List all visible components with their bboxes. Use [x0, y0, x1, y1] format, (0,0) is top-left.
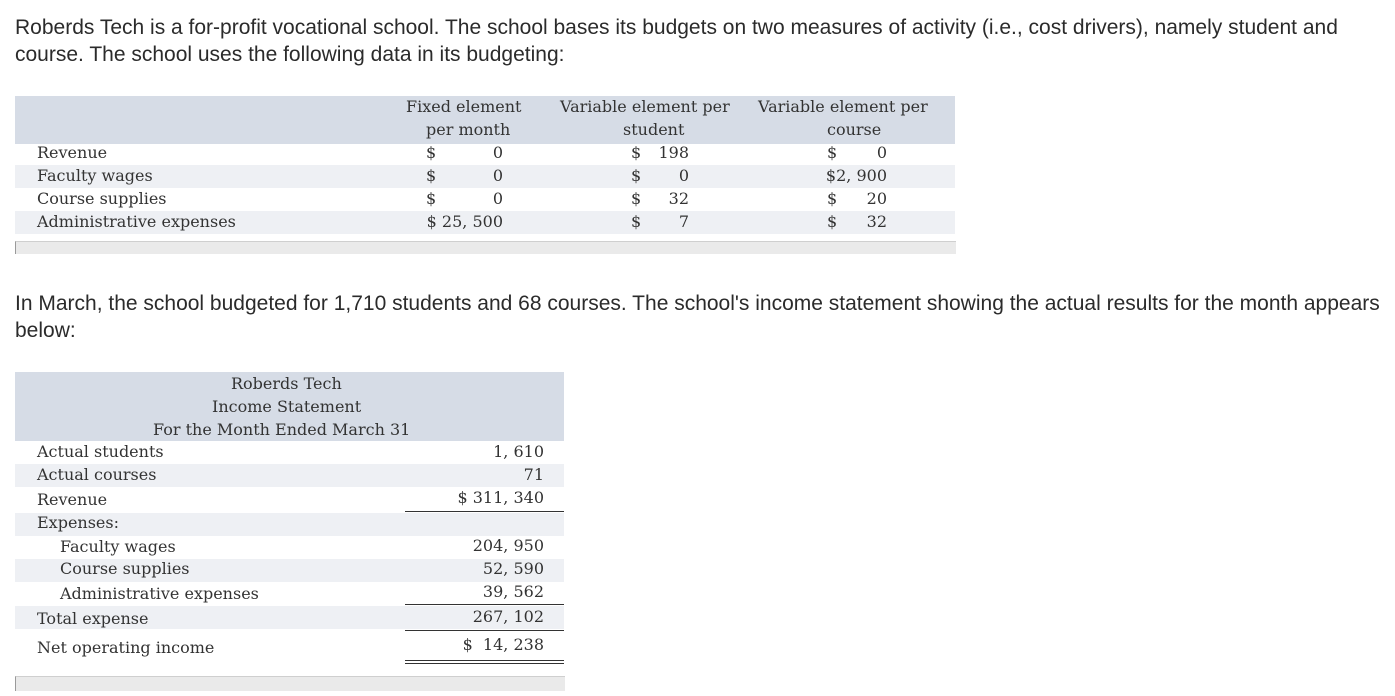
double-underline-top [405, 660, 564, 661]
table-row [15, 513, 564, 536]
underline [405, 630, 564, 631]
fixed-value: 0 [492, 143, 503, 162]
header-fixed-line2: per month [426, 120, 511, 139]
student-currency: $ [631, 189, 642, 208]
course-value: 32 [866, 212, 887, 231]
row-value: 204, 950 [472, 536, 544, 555]
row-value: 39, 562 [482, 582, 544, 601]
row-value: 1, 610 [493, 442, 544, 461]
row-value: 71 [523, 465, 544, 484]
fixed-value: $ 25, 500 [426, 212, 503, 231]
header-course-line2: course [827, 120, 882, 139]
student-value: 198 [658, 143, 689, 162]
underline [405, 604, 564, 605]
student-currency: $ [631, 143, 642, 162]
table-footer-bar [15, 241, 956, 254]
table-footer-bar [15, 676, 565, 691]
header-course-line1: Variable element per [758, 97, 928, 116]
student-currency: $ [631, 212, 642, 231]
header-student-line2: student [623, 120, 685, 139]
fixed-value: 0 [492, 189, 503, 208]
fixed-value: 0 [492, 166, 503, 185]
fixed-currency: $ [426, 143, 437, 162]
row-label: Actual courses [37, 465, 157, 484]
table-row [15, 634, 564, 660]
row-label: Administrative expenses [60, 584, 259, 603]
course-currency: $ [827, 143, 838, 162]
statement-period: For the Month Ended March 31 [153, 420, 411, 439]
row-value: 52, 590 [482, 559, 544, 578]
row-label: Course supplies [60, 559, 190, 578]
row-value: $ 311, 340 [457, 488, 544, 507]
fixed-currency: $ [426, 166, 437, 185]
table-row [15, 188, 955, 211]
row-label: Net operating income [37, 638, 215, 657]
table-row [15, 464, 564, 487]
row-label: Faculty wages [37, 166, 153, 185]
table-row [15, 211, 955, 234]
row-label: Faculty wages [60, 537, 176, 556]
intro-paragraph: Roberds Tech is a for-profit vocational school. The school bases its budgets on two measures of activity (i.e., cost drivers), namely student and course. The school uses the following data in its budgeting: [15, 16, 1338, 66]
student-value: 7 [678, 212, 689, 231]
table-row [15, 582, 564, 605]
table-row [15, 142, 955, 165]
row-value: $ 14, 238 [462, 635, 544, 654]
student-value: 32 [668, 189, 689, 208]
row-label: Actual students [37, 442, 164, 461]
double-underline-bottom [405, 663, 564, 664]
course-value: 0 [876, 143, 887, 162]
row-value: 267, 102 [472, 607, 544, 626]
table-row [15, 536, 564, 559]
table-row [15, 606, 564, 629]
table-row [15, 165, 955, 188]
course-currency: $ [827, 212, 838, 231]
student-value: 0 [678, 166, 689, 185]
course-value: 20 [866, 189, 887, 208]
middle-paragraph: In March, the school budgeted for 1,710 students and 68 courses. The school's income statement showing the actual results for the month appears below: [15, 292, 1380, 342]
course-currency: $ [827, 189, 838, 208]
course-value: $2, 900 [825, 166, 887, 185]
statement-subtitle: Income Statement [212, 397, 362, 416]
fixed-currency: $ [426, 189, 437, 208]
row-label: Administrative expenses [37, 212, 236, 231]
table-row [15, 441, 564, 464]
header-student-line1: Variable element per [560, 97, 730, 116]
row-label: Total expense [37, 609, 149, 628]
student-currency: $ [631, 166, 642, 185]
row-label: Revenue [37, 490, 108, 509]
table-row [15, 487, 564, 510]
header-fixed-line1: Fixed element [406, 97, 522, 116]
row-label: Course supplies [37, 189, 167, 208]
row-label: Expenses: [37, 513, 119, 532]
row-label: Revenue [37, 143, 108, 162]
statement-title: Roberds Tech [231, 374, 342, 393]
table-row [15, 559, 564, 582]
underline [405, 511, 564, 512]
